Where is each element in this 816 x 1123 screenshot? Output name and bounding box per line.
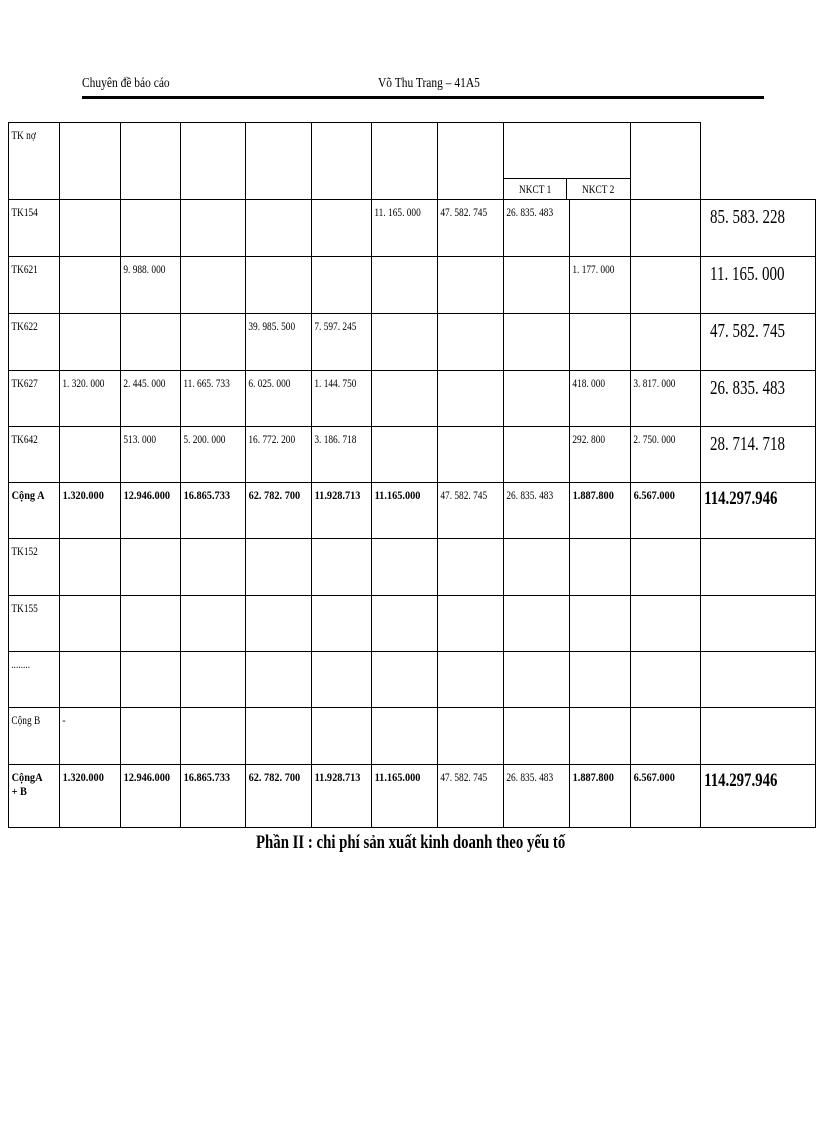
value-cell	[180, 257, 246, 314]
cell-value	[504, 596, 555, 601]
cell-value: 47. 582. 745	[440, 770, 488, 784]
cell-value	[504, 652, 555, 657]
value-cell	[372, 314, 438, 371]
row-label: TK152	[11, 544, 38, 558]
row-label: CộngA + B	[11, 770, 42, 798]
value-cell	[438, 371, 504, 427]
cell-value: 62. 782. 700	[249, 770, 301, 784]
value-cell	[120, 314, 180, 371]
value-cell	[59, 596, 120, 652]
cell-value: 3. 186. 718	[314, 432, 357, 446]
cell-value: 11.165.000	[375, 770, 421, 784]
header-cell	[9, 123, 60, 200]
value-cell	[372, 427, 438, 483]
cell-value	[246, 708, 297, 713]
cell-value	[504, 708, 555, 713]
total-cell	[700, 427, 815, 483]
cell-value	[438, 371, 489, 376]
value-cell	[372, 257, 438, 314]
cell-value	[60, 427, 107, 432]
cell-value: -	[61, 713, 65, 727]
cell-value	[121, 539, 167, 544]
header-cell	[59, 123, 120, 200]
value-cell	[312, 539, 372, 596]
row-label: TK642	[11, 432, 38, 446]
cell-value	[246, 257, 297, 262]
value-cell	[570, 371, 631, 427]
value-cell	[438, 314, 504, 371]
cell-value	[121, 652, 167, 657]
value-cell	[312, 371, 372, 427]
value-cell	[59, 371, 120, 427]
cell-value	[631, 652, 685, 657]
cell-value	[372, 708, 422, 713]
value-cell	[504, 314, 570, 371]
value-cell	[630, 483, 700, 539]
cell-value: 11. 665. 733	[183, 376, 230, 390]
row-label-cell	[9, 483, 60, 539]
value-cell	[246, 314, 312, 371]
cell-value	[631, 314, 685, 319]
cell-value: 26. 835. 483	[506, 205, 554, 219]
value-cell	[570, 765, 631, 828]
cell-value	[372, 371, 422, 376]
value-cell	[59, 652, 120, 708]
cell-value: 418. 000	[572, 376, 606, 390]
value-cell	[180, 596, 246, 652]
value-cell	[372, 539, 438, 596]
cell-value	[570, 652, 617, 657]
value-cell	[120, 371, 180, 427]
cell-value	[60, 652, 107, 657]
value-cell	[59, 708, 120, 765]
cell-value: 1.887.800	[572, 488, 614, 502]
value-cell	[438, 539, 504, 596]
cell-value	[121, 596, 167, 601]
value-cell	[312, 314, 372, 371]
value-cell	[246, 765, 312, 828]
cell-value	[60, 596, 107, 601]
row-label: TK621	[11, 262, 38, 276]
table-row	[9, 314, 816, 371]
cell-value	[570, 539, 617, 544]
row-label: TK154	[11, 205, 38, 219]
value-cell	[372, 596, 438, 652]
cell-value: 1. 144. 750	[314, 376, 357, 390]
value-cell	[246, 596, 312, 652]
value-cell	[438, 708, 504, 765]
value-cell	[120, 427, 180, 483]
cell-value: 2. 750. 000	[633, 432, 676, 446]
row-label-cell	[9, 371, 60, 427]
cell-value	[631, 200, 685, 205]
header-cell	[372, 123, 438, 200]
cell-value	[60, 539, 107, 544]
value-cell	[630, 314, 700, 371]
value-cell	[246, 371, 312, 427]
value-cell	[570, 652, 631, 708]
cell-value	[121, 200, 167, 205]
cell-value	[60, 257, 107, 262]
value-cell	[630, 200, 700, 257]
cell-value	[246, 200, 297, 205]
value-cell	[180, 708, 246, 765]
row-total: 114.297.946	[704, 488, 778, 509]
value-cell	[312, 596, 372, 652]
cell-value: 2. 445. 000	[123, 376, 166, 390]
value-cell	[372, 371, 438, 427]
row-label-cell	[9, 652, 60, 708]
value-cell	[180, 483, 246, 539]
cell-value	[438, 539, 489, 544]
cell-value	[312, 539, 358, 544]
value-cell	[180, 539, 246, 596]
value-cell	[630, 596, 700, 652]
row-label: Cộng A	[11, 488, 45, 502]
cell-value: 6.567.000	[633, 488, 675, 502]
value-cell	[312, 765, 372, 828]
cell-value	[438, 427, 489, 432]
cell-value: 6. 025. 000	[248, 376, 291, 390]
cell-value	[504, 427, 555, 432]
value-cell	[312, 427, 372, 483]
value-cell	[570, 708, 631, 765]
row-total: 26. 835. 483	[709, 377, 785, 399]
cell-value: 5. 200. 000	[183, 432, 226, 446]
value-cell	[630, 708, 700, 765]
cell-value	[121, 708, 167, 713]
value-cell	[570, 427, 631, 483]
value-cell	[438, 200, 504, 257]
cell-value	[438, 652, 489, 657]
cell-value: 11.165.000	[375, 488, 421, 502]
row-total: 11. 165. 000	[709, 263, 785, 285]
row-total	[701, 596, 787, 602]
cell-value: 47. 582. 745	[440, 205, 488, 219]
cell-value	[372, 596, 422, 601]
cell-value: 62. 782. 700	[249, 488, 301, 502]
total-cell	[700, 314, 815, 371]
value-cell	[59, 427, 120, 483]
value-cell	[246, 708, 312, 765]
cell-value: 1.887.800	[572, 770, 614, 784]
row-label-cell	[9, 257, 60, 314]
value-cell	[504, 483, 570, 539]
header-cell	[630, 123, 700, 200]
cell-value	[438, 596, 489, 601]
value-cell	[59, 200, 120, 257]
cell-value	[60, 314, 107, 319]
value-cell	[180, 200, 246, 257]
value-cell	[570, 200, 631, 257]
nkct-1-label: NKCT 1	[519, 182, 552, 196]
cell-value: 6.567.000	[633, 770, 675, 784]
cell-value: 39. 985. 500	[248, 319, 296, 333]
value-cell	[120, 257, 180, 314]
cell-value	[312, 596, 358, 601]
cell-value	[438, 708, 489, 713]
value-cell	[59, 314, 120, 371]
value-cell	[180, 427, 246, 483]
value-cell	[438, 652, 504, 708]
value-cell	[438, 427, 504, 483]
cell-value	[631, 257, 685, 262]
value-cell	[504, 596, 570, 652]
row-total: 47. 582. 745	[709, 320, 785, 342]
cell-value: 7. 597. 245	[314, 319, 357, 333]
table-row	[9, 708, 816, 765]
row-total	[701, 708, 787, 714]
cell-value	[181, 257, 231, 262]
corner-label: TK nợ	[11, 128, 36, 142]
row-total: 114.297.946	[704, 770, 778, 791]
cell-value: 12.946.000	[123, 488, 170, 502]
value-cell	[180, 314, 246, 371]
total-cell	[700, 596, 815, 652]
value-cell	[630, 765, 700, 828]
table-row	[9, 427, 816, 483]
value-cell	[504, 539, 570, 596]
cell-value	[312, 652, 358, 657]
value-cell	[120, 596, 180, 652]
table-row	[9, 765, 816, 828]
header-cell	[180, 123, 246, 200]
cell-value	[372, 427, 422, 432]
value-cell	[630, 652, 700, 708]
value-cell	[630, 539, 700, 596]
value-cell	[630, 371, 700, 427]
cost-table	[8, 122, 816, 828]
value-cell	[372, 708, 438, 765]
value-cell	[312, 652, 372, 708]
row-label-cell	[9, 314, 60, 371]
value-cell	[246, 200, 312, 257]
value-cell	[372, 200, 438, 257]
cell-value	[181, 596, 231, 601]
nkct-2-label: NKCT 2	[582, 182, 615, 196]
value-cell	[246, 427, 312, 483]
cell-value	[246, 652, 297, 657]
cell-value	[631, 539, 685, 544]
nkct-header-cell	[504, 123, 631, 200]
header-cell	[120, 123, 180, 200]
value-cell	[312, 257, 372, 314]
header-rule	[82, 96, 764, 99]
value-cell	[438, 257, 504, 314]
cell-value	[504, 371, 555, 376]
cell-value: 47. 582. 745	[440, 488, 488, 502]
value-cell	[570, 596, 631, 652]
value-cell	[372, 483, 438, 539]
cell-value: 12.946.000	[123, 770, 170, 784]
cell-value	[60, 200, 107, 205]
total-cell	[700, 200, 815, 257]
cell-value: 1.320.000	[62, 488, 104, 502]
section-caption: Phần II : chi phí sản xuất kinh doanh theo yếu tố	[256, 832, 566, 853]
cell-value: 9. 988. 000	[123, 262, 166, 276]
cell-value	[181, 539, 231, 544]
cell-value	[121, 314, 167, 319]
cell-value: 292. 800	[572, 432, 606, 446]
cell-value: 26. 835. 483	[506, 488, 554, 502]
cell-value: 513. 000	[123, 432, 156, 446]
cell-value: 11. 165. 000	[374, 205, 422, 219]
row-label: TK155	[11, 601, 38, 615]
cell-value	[312, 708, 358, 713]
cell-value	[312, 200, 358, 205]
total-cell	[700, 539, 815, 596]
row-label: TK627	[11, 376, 38, 390]
total-cell	[700, 652, 815, 708]
cell-value: 16.865.733	[183, 488, 230, 502]
value-cell	[372, 652, 438, 708]
value-cell	[504, 257, 570, 314]
cell-value: 1. 320. 000	[61, 376, 104, 390]
cell-value	[570, 314, 617, 319]
author-name: Võ Thu Trang – 41A5	[378, 76, 480, 91]
value-cell	[504, 708, 570, 765]
value-cell	[372, 765, 438, 828]
value-cell	[504, 371, 570, 427]
table-row	[9, 371, 816, 427]
header-cell	[246, 123, 312, 200]
cell-value	[504, 539, 555, 544]
value-cell	[438, 483, 504, 539]
table-row	[9, 483, 816, 539]
cell-value	[631, 708, 685, 713]
value-cell	[120, 200, 180, 257]
cell-value: 16. 772. 200	[248, 432, 296, 446]
row-label-cell	[9, 765, 60, 828]
row-label-cell	[9, 596, 60, 652]
value-cell	[570, 314, 631, 371]
value-cell	[630, 427, 700, 483]
value-cell	[504, 200, 570, 257]
value-cell	[59, 483, 120, 539]
cell-value	[181, 314, 231, 319]
cell-value	[181, 708, 231, 713]
header-cell	[438, 123, 504, 200]
total-cell	[700, 257, 815, 314]
cell-value	[438, 314, 489, 319]
row-total	[701, 539, 787, 545]
value-cell	[438, 596, 504, 652]
value-cell	[504, 765, 570, 828]
cell-value	[570, 596, 617, 601]
value-cell	[120, 483, 180, 539]
report-title: Chuyên đề báo cáo	[82, 76, 170, 91]
row-label-cell	[9, 708, 60, 765]
cell-value: 26. 835. 483	[506, 770, 554, 784]
table-row	[9, 200, 816, 257]
value-cell	[504, 427, 570, 483]
value-cell	[246, 483, 312, 539]
row-label: ........	[11, 657, 31, 671]
row-total	[701, 652, 787, 658]
table-row	[9, 596, 816, 652]
value-cell	[120, 765, 180, 828]
cell-value	[181, 200, 231, 205]
cell-value: 3. 817. 000	[633, 376, 676, 390]
total-cell	[700, 708, 815, 765]
table-row	[9, 539, 816, 596]
row-label: TK622	[11, 319, 38, 333]
cell-value	[312, 257, 358, 262]
value-cell	[504, 652, 570, 708]
header-cell	[312, 123, 372, 200]
value-cell	[312, 708, 372, 765]
value-cell	[630, 257, 700, 314]
value-cell	[59, 765, 120, 828]
row-label: Cộng B	[11, 713, 41, 727]
value-cell	[312, 483, 372, 539]
value-cell	[180, 765, 246, 828]
value-cell	[312, 200, 372, 257]
value-cell	[570, 539, 631, 596]
cell-value	[570, 200, 617, 205]
cell-value: 11.928.713	[315, 488, 361, 502]
value-cell	[438, 765, 504, 828]
row-total: 85. 583. 228	[709, 206, 785, 228]
cell-value	[246, 539, 297, 544]
value-cell	[120, 652, 180, 708]
row-label-cell	[9, 539, 60, 596]
value-cell	[180, 652, 246, 708]
value-cell	[59, 539, 120, 596]
cell-value	[372, 539, 422, 544]
row-total: 28. 714. 718	[709, 433, 785, 455]
total-cell	[700, 483, 815, 539]
cell-value	[372, 314, 422, 319]
value-cell	[180, 371, 246, 427]
value-cell	[246, 652, 312, 708]
cell-value	[438, 257, 489, 262]
cell-value	[504, 257, 555, 262]
value-cell	[120, 708, 180, 765]
page-header	[82, 76, 762, 98]
cell-value	[246, 596, 297, 601]
row-label-cell	[9, 200, 60, 257]
cell-value	[181, 652, 231, 657]
value-cell	[246, 257, 312, 314]
cell-value: 1. 177. 000	[572, 262, 615, 276]
cell-value: 11.928.713	[315, 770, 361, 784]
cell-value	[570, 708, 617, 713]
value-cell	[120, 539, 180, 596]
cell-value	[631, 596, 685, 601]
table-row	[9, 257, 816, 314]
value-cell	[570, 483, 631, 539]
cell-value: 16.865.733	[183, 770, 230, 784]
cell-value	[504, 314, 555, 319]
cell-value	[372, 257, 422, 262]
cell-value	[372, 652, 422, 657]
table-header-row	[9, 123, 816, 200]
total-cell	[700, 765, 815, 828]
cell-value: 1.320.000	[62, 770, 104, 784]
total-cell	[700, 371, 815, 427]
table-row	[9, 652, 816, 708]
row-label-cell	[9, 427, 60, 483]
value-cell	[246, 539, 312, 596]
value-cell	[570, 257, 631, 314]
value-cell	[59, 257, 120, 314]
